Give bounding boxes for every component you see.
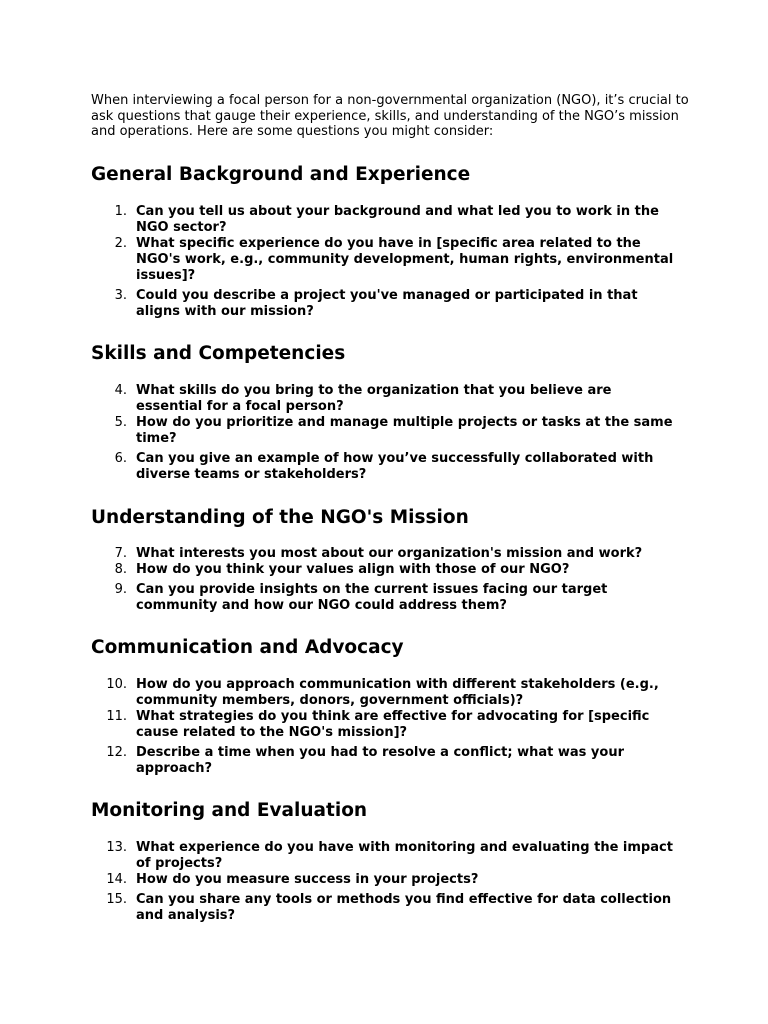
question-item [91,677,681,709]
question-item [91,892,681,924]
question-list-background [91,204,681,320]
question-number: 12. [106,745,127,760]
question-number: 3. [114,288,127,303]
section-heading-background: General Background and Experience [91,164,471,185]
question-text: Can you provide insights on the current issues facing our target community and how our NGO could address them? [136,582,608,613]
question-text: What strategies do you think are effective for advocating for [specific cause related to the NGO's mission]? [136,709,650,740]
section-heading-skills: Skills and Competencies [91,343,346,364]
intro-paragraph: When interviewing a focal person for a non-governmental organization (NGO), it’s crucial to ask questions that gauge their experience, skills, and understanding of the NGO’s mission and operations. Here are some questions you might consider: [91,93,689,139]
question-item [91,204,681,236]
question-item [91,451,681,483]
question-number: 8. [114,562,127,577]
question-number: 11. [106,709,127,724]
question-text: What experience do you have with monitoring and evaluating the impact of projects? [136,840,673,871]
question-text: What skills do you bring to the organization that you believe are essential for a focal person? [136,383,612,414]
question-text: Can you share any tools or methods you find effective for data collection and analysis? [136,892,672,923]
question-list-mission [91,546,681,614]
question-item [91,582,681,614]
question-text: What specific experience do you have in [specific area related to the NGO's work, e.g., community development, human rights, environmental issues]? [136,236,674,283]
question-list-skills [91,383,681,483]
question-list-communication [91,677,681,777]
question-item [91,745,681,777]
question-item [91,288,681,320]
question-item [91,840,681,872]
question-text: Can you tell us about your background and what led you to work in the NGO sector? [136,204,659,235]
question-item [91,415,681,447]
question-list-monitoring [91,840,681,924]
question-text: Describe a time when you had to resolve a conflict; what was your approach? [136,745,624,776]
section-heading-monitoring: Monitoring and Evaluation [91,800,368,821]
question-number: 1. [114,204,127,219]
question-text: How do you think your values align with those of our NGO? [136,562,570,577]
section-heading-mission: Understanding of the NGO's Mission [91,507,469,528]
question-number: 13. [106,840,127,855]
question-number: 10. [106,677,127,692]
question-number: 2. [114,236,127,251]
question-text: Can you give an example of how you’ve successfully collaborated with diverse teams or stakeholders? [136,451,654,482]
question-number: 9. [114,582,127,597]
question-number: 4. [114,383,127,398]
question-number: 5. [114,415,127,430]
question-text: Could you describe a project you've managed or participated in that aligns with our mission? [136,288,638,319]
question-item [91,709,681,741]
question-text: How do you prioritize and manage multiple projects or tasks at the same time? [136,415,673,446]
question-item [91,562,681,578]
question-text: How do you measure success in your projects? [136,872,479,887]
question-text: What interests you most about our organization's mission and work? [136,546,643,561]
question-number: 15. [106,892,127,907]
question-item [91,383,681,415]
question-text: How do you approach communication with different stakeholders (e.g., community members, donors, government officials)? [136,677,659,708]
section-heading-communication: Communication and Advocacy [91,637,404,658]
question-number: 6. [114,451,127,466]
question-item [91,872,681,888]
question-item [91,236,681,284]
question-number: 14. [106,872,127,887]
question-number: 7. [114,546,127,561]
question-item [91,546,681,562]
